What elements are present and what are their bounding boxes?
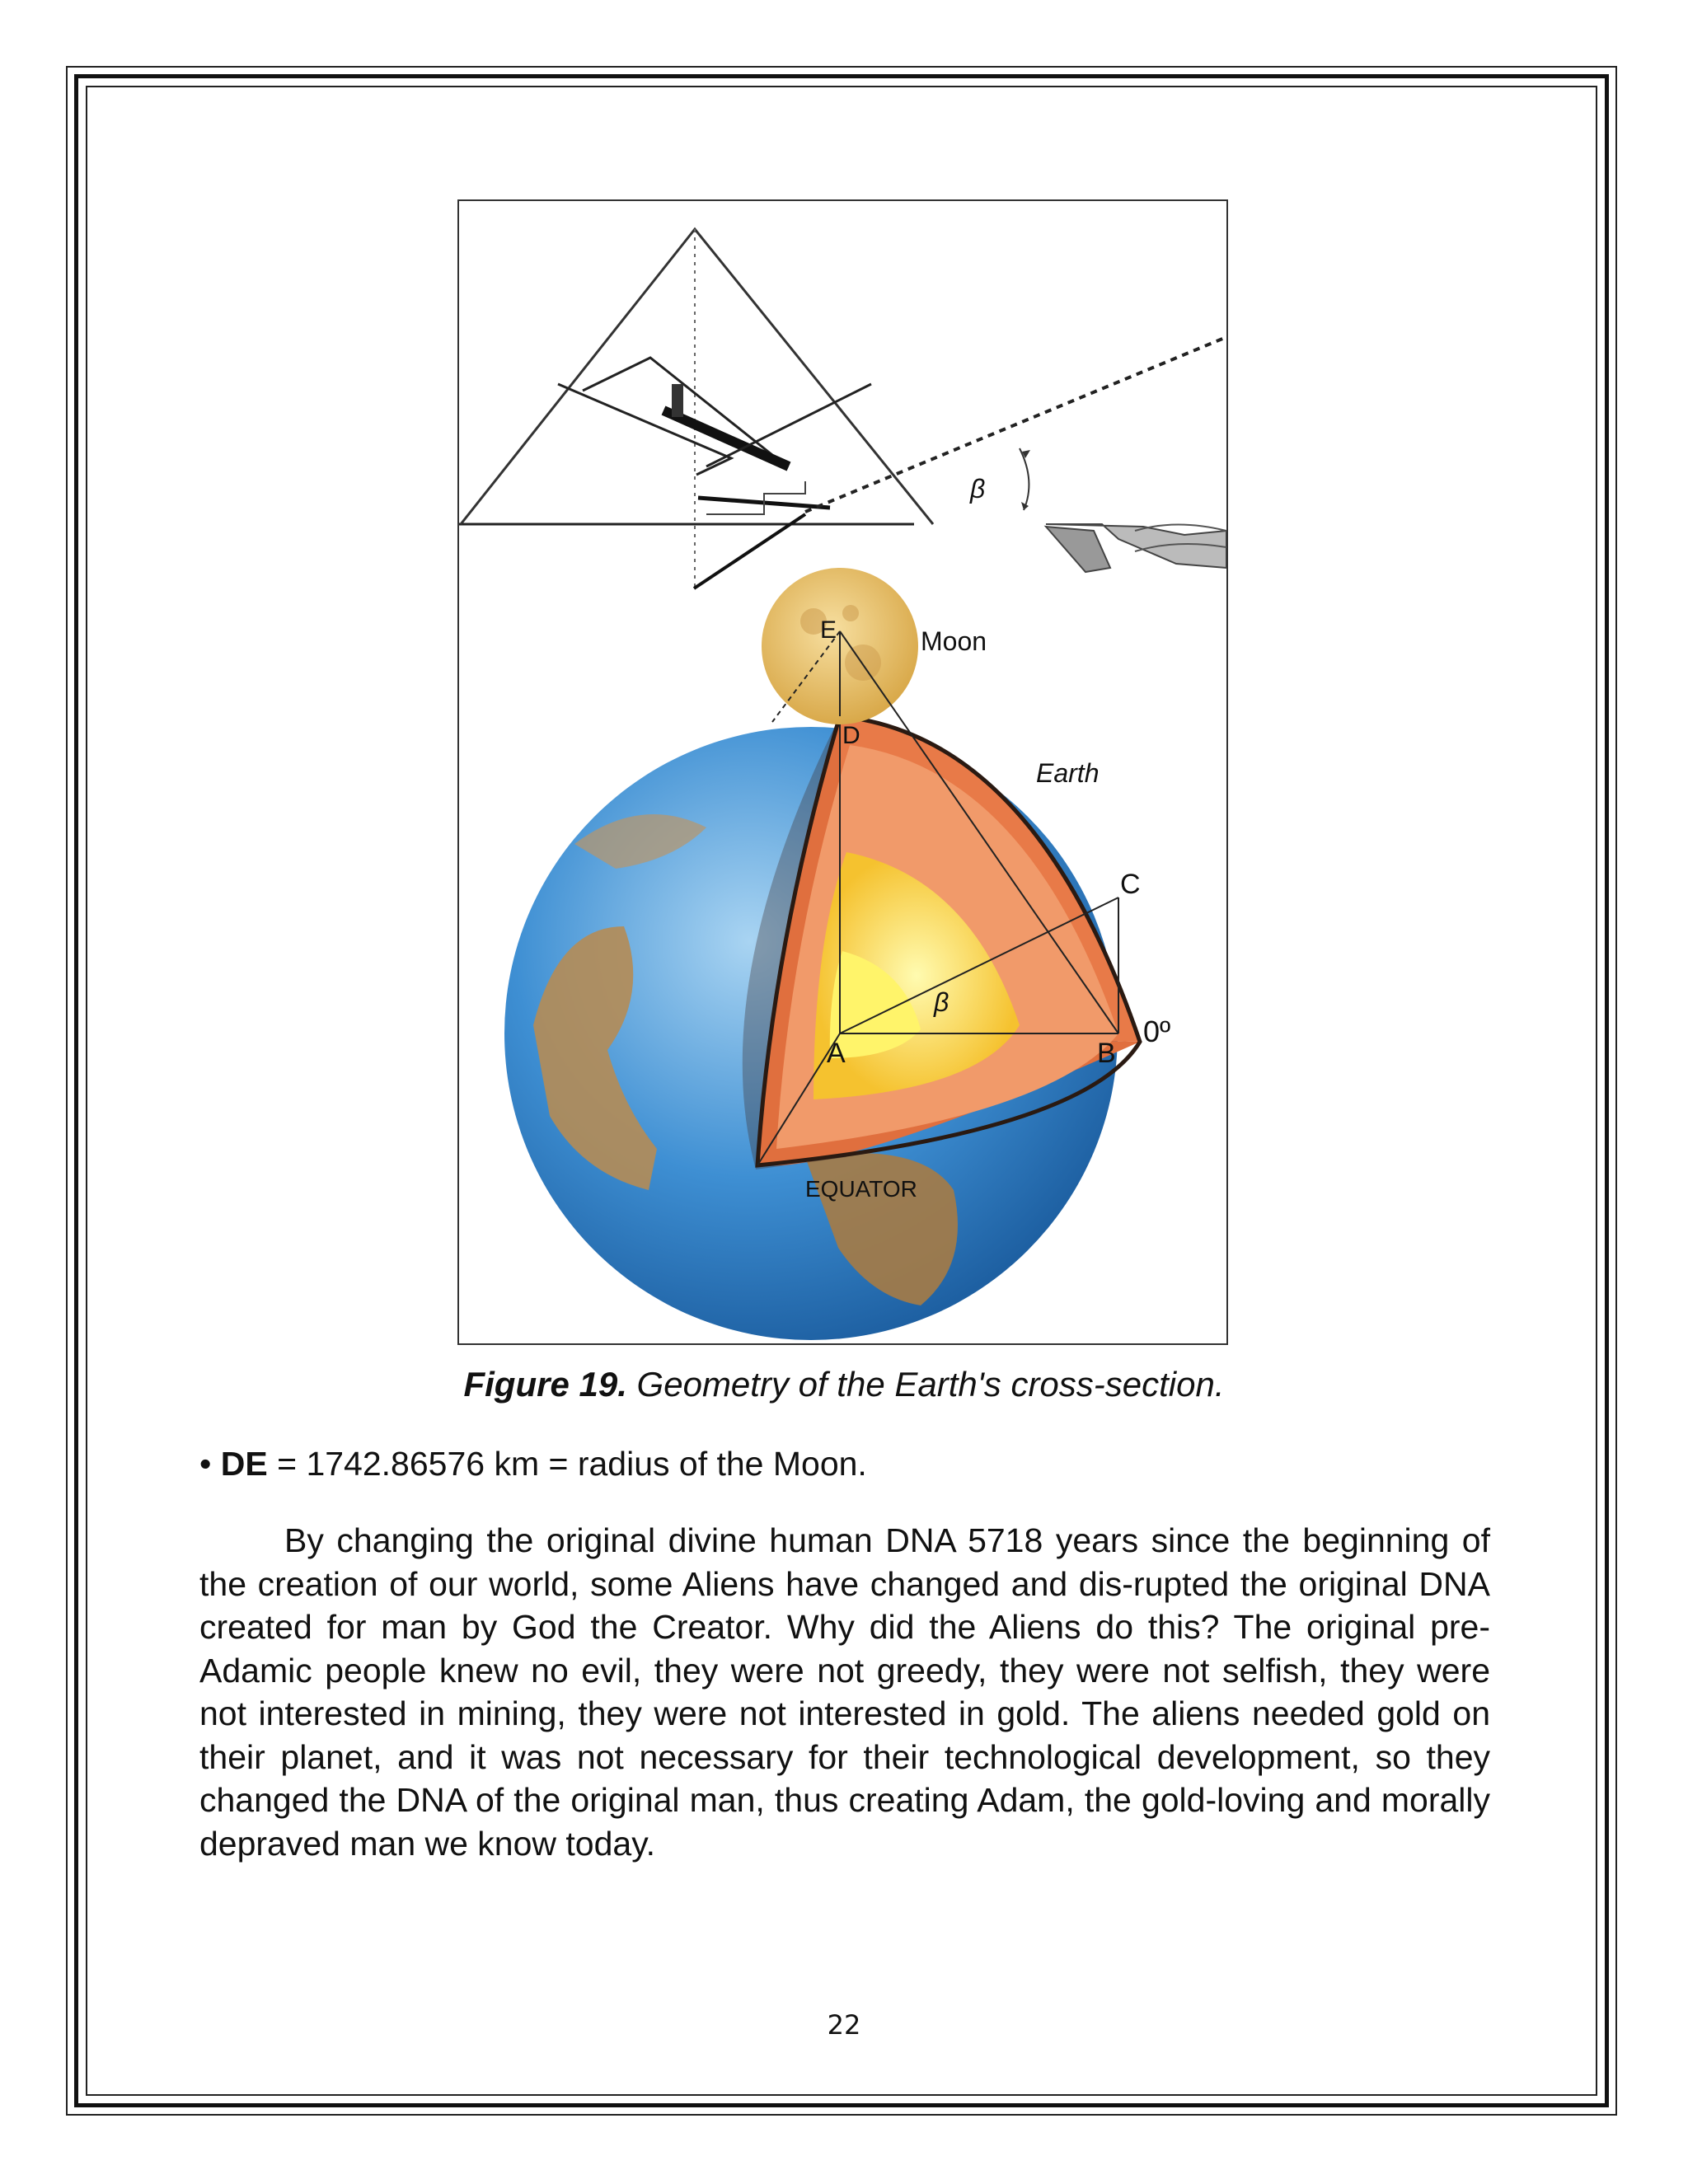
figure-caption-text: Geometry of the Earth's cross-section. xyxy=(626,1365,1225,1404)
bullet-term: DE xyxy=(220,1445,268,1483)
point-a-label: A xyxy=(827,1038,846,1069)
equator-label: EQUATOR xyxy=(805,1176,917,1202)
beta-angle-label-center: β xyxy=(934,987,950,1017)
bullet-definition xyxy=(199,1442,867,1485)
bullet-text: = 1742.86576 km = radius of the Moon. xyxy=(267,1445,867,1483)
moon xyxy=(762,568,987,724)
point-d-label: D xyxy=(842,722,860,749)
pyramid-diagram xyxy=(459,229,1226,588)
point-b-label: B xyxy=(1097,1038,1116,1069)
body-paragraph: By changing the original divine human DNA 5718 years since the beginning of the creation of our world, some Aliens have changed and dis-rupted the original DNA created for man by God the Creator. Why did the Aliens do this? The original pre-Adamic people knew no evil, they were not greedy, they were not selfish, they were not interested in mining, they were not interested in gold. The aliens needed gold on their planet, and it was not necessary for their technological development, so they changed the DNA of the original man, thus creating Adam, the gold-loving and morally depraved man we know today. xyxy=(199,1521,1490,1863)
point-c-label: C xyxy=(1120,869,1141,900)
figure-caption xyxy=(0,1362,1688,1407)
figure-caption-number: Figure 19. xyxy=(463,1365,627,1404)
bullet-symbol: • xyxy=(199,1445,221,1483)
page-number: 22 xyxy=(827,2009,861,2041)
zero-degree-label: 0º xyxy=(1143,1015,1171,1048)
moon-label: Moon xyxy=(921,626,987,656)
earth-globe xyxy=(504,716,1140,1340)
figure-earth-cross-section xyxy=(457,199,1228,1345)
point-e-label: E xyxy=(820,616,837,644)
earth-label: Earth xyxy=(1036,758,1100,788)
beta-angle-label-top: β xyxy=(970,474,986,504)
